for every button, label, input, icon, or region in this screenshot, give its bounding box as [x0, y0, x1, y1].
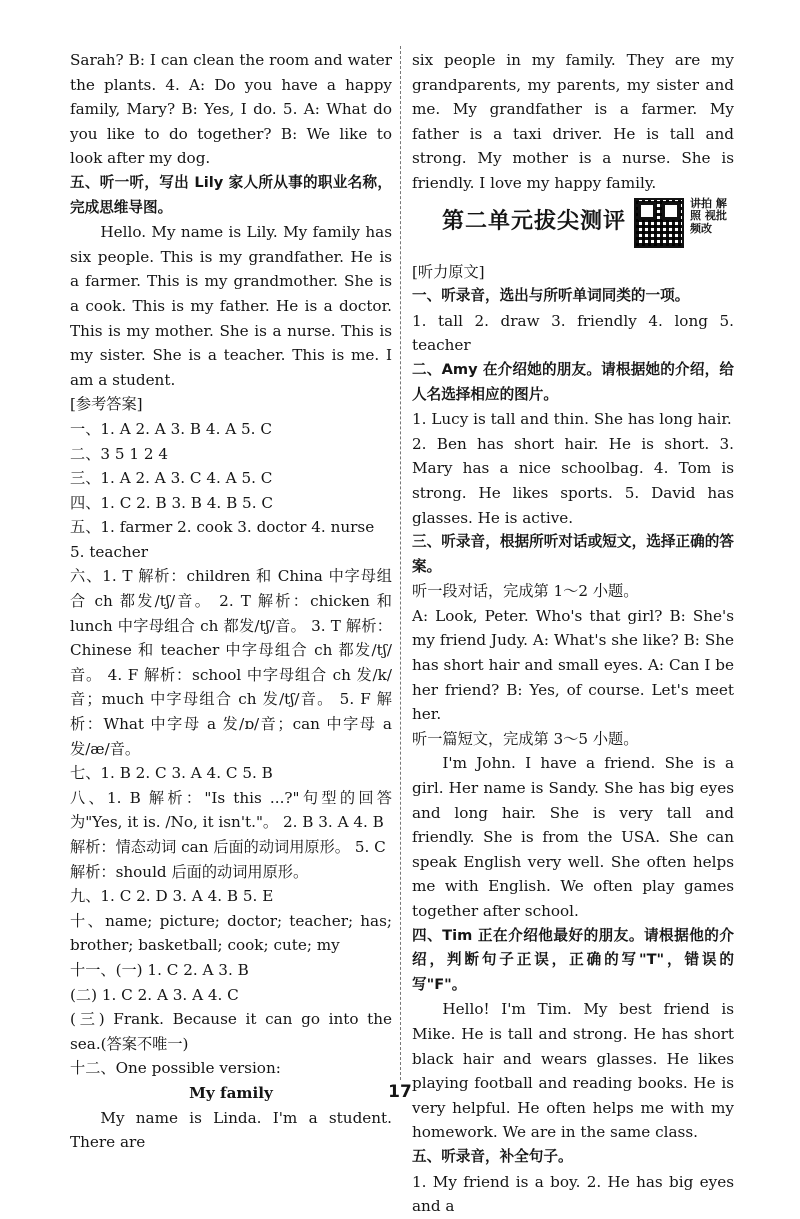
text-line: 二、3 5 1 2 4 — [70, 444, 168, 463]
text-line: 5. teacher — [70, 542, 148, 561]
section-heading: 三、听录音，根据所听对话或短文，选择正确的答案。 — [412, 533, 734, 575]
text-line: six people in my family. They are my grandparents, my parents, my sister and me. My grandfather is a farmer. My father is a taxi driver. He is tall and strong. My mother is a nurse. She is friendly. I love my happy family. — [412, 51, 734, 192]
right-column — [412, 48, 734, 1219]
text-line: I'm John. I have a friend. She is a girl. Her name is Sandy. She has big eyes and long hair. She is very tall and friendly. She is from the USA. She can speak English very well. She often helps me with English. We often play games together after school. — [412, 754, 734, 920]
text-line: [参考答案] — [70, 395, 143, 414]
right-body-text — [412, 260, 734, 1219]
text-line: 解析：should 后面的动词用原形。 — [70, 862, 309, 881]
text-line: 十二、One possible version: — [70, 1059, 281, 1078]
text-line: (二) 1. C 2. A 3. A 4. C — [70, 985, 239, 1004]
text-line: 1. Lucy is tall and thin. She has long hair. — [412, 410, 732, 429]
qr-code-icon[interactable] — [634, 198, 684, 248]
text-line: [听力原文] — [412, 262, 485, 281]
text-line: 五、1. farmer 2. cook 3. doctor 4. nurse — [70, 518, 375, 537]
text-line: 十一、(一) 1. C 2. A 3. B — [70, 960, 249, 979]
section-heading: 五、听录音，补全句子。 — [412, 1147, 573, 1165]
section-heading: 二、Amy 在介绍她的朋友。请根据她的介绍，给人名选择相应的图片。 — [412, 360, 734, 403]
text-line: 2. Ben has short hair. He is short. 3. Mary has a nice schoolbag. 4. Tom is strong. He likes sports. 5. David has glasses. He is active. — [412, 434, 734, 527]
text-line: Hello! I'm Tim. My best friend is Mike. He is tall and strong. He has short black hair and wears glasses. He likes playing football and reading books. He is very helpful. He often helps me with my homework. We are in the same class. — [412, 1000, 734, 1142]
text-line: My name is Linda. I'm a student. There are — [70, 1108, 392, 1152]
text-line: 解析：情态动词 can 后面的动词用原形。 5. C — [70, 838, 386, 856]
text-line: 听一篇短文，完成第 3～5 小题。 — [412, 729, 639, 748]
text-line: (三) Frank. Because it can go into the sea.(答案不唯一) — [70, 1010, 392, 1053]
text-line: 四、1. C 2. B 3. B 4. B 5. C — [70, 493, 273, 512]
unit-header — [412, 198, 734, 256]
right-top-text — [412, 48, 734, 196]
text-line: 1. tall 2. draw 3. friendly 4. long 5. teacher — [412, 311, 734, 355]
text-line: 1. My friend is a boy. 2. He has big eyes and a — [412, 1172, 734, 1216]
qr-label: 讲拍 解照 视批 频改 — [690, 196, 727, 235]
section-heading: 一、听录音，选出与所听单词同类的一项。 — [412, 287, 690, 305]
text-line: Sarah? B: I can clean the room and water the plants. 4. A: Do you have a happy family, Mary? B: Yes, I do. 5. A: What do you like to do together? B: We like to look after my dog. — [70, 51, 392, 168]
left-column — [70, 48, 392, 1155]
text-line: 十、name; picture; doctor; teacher; has; brother; basketball; cook; cute; my — [70, 911, 392, 955]
text-line: A: Look, Peter. Who's that girl? B: She's my friend Judy. A: What's she like? B: She has short hair and small eyes. A: Can I be her friend? B: Yes, of course. Let's meet her. — [412, 606, 734, 724]
section-heading: 四、Tim 正在介绍他最好的朋友。请根据他的介绍，判断句子正误，正确的写"T"，错误的写"F"。 — [412, 926, 734, 993]
text-line: 八、1. B 解析："Is this ...?"句型的回答为"Yes, it is. /No, it isn't."。 2. B 3. A 4. B — [70, 788, 392, 832]
essay-title: My family — [189, 1083, 273, 1102]
text-line: Hello. My name is Lily. My family has six people. This is my grandfather. He is a farmer. This is my grandmother. She is a cook. This is my father. He is a doctor. This is my mother. She is a nurse. This is my sister. She is a teacher. This is me. I am a student. — [70, 223, 392, 389]
column-divider — [400, 46, 401, 1080]
section-heading: 五、听一听，写出 Lily 家人所从事的职业名称，完成思维导图。 — [70, 173, 392, 216]
text-line: 听一段对话，完成第 1～2 小题。 — [412, 582, 639, 601]
text-line: 一、1. A 2. A 3. B 4. A 5. C — [70, 419, 272, 438]
text-line: 三、1. A 2. A 3. C 4. A 5. C — [70, 469, 273, 488]
page-number: 17 — [388, 1082, 412, 1102]
text-line: 九、1. C 2. D 3. A 4. B 5. E — [70, 887, 274, 906]
text-line: 六、1. T 解析：children 和 China 中字母组合 ch 都发/tʃ/音。 2. T 解析：chicken 和 lunch 中字母组合 ch 都发/tʃ/音。 3. T 解析：Chinese 和 teacher 中字母组合 ch 都发/tʃ/音。 4. F 解析：school 中字母组合 ch 发/k/音；much 中字母组合 ch 发/tʃ/音。 5. F 解析：What 中字母 a 发/ɒ/音；can 中字母 a 发/æ/音。 — [70, 567, 392, 758]
text-line: 七、1. B 2. C 3. A 4. C 5. B — [70, 764, 273, 783]
unit-title: 第二单元拔尖测评 — [442, 208, 627, 234]
